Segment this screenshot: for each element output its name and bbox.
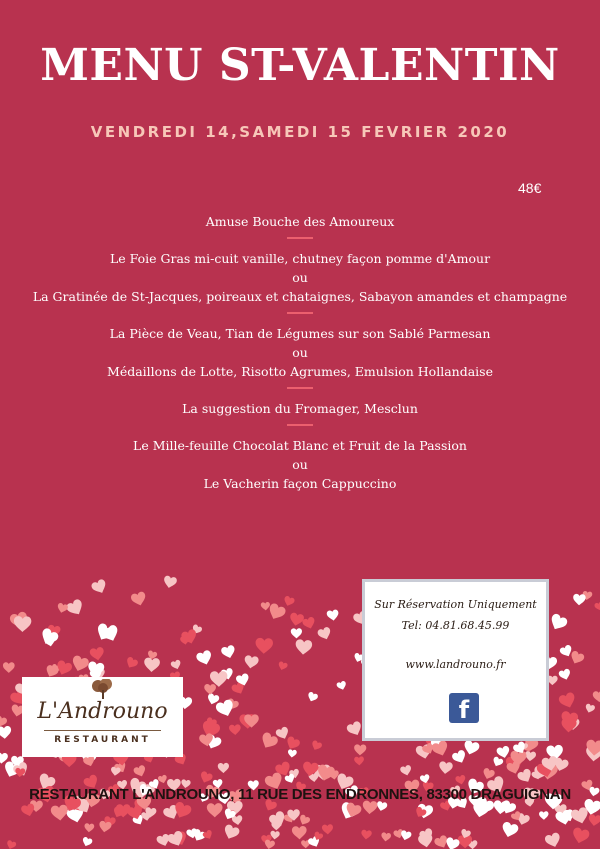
heart-shape (361, 830, 372, 840)
heart-shape (124, 656, 139, 670)
heart-shape (298, 814, 311, 827)
course-separator (287, 237, 313, 239)
menu-item-main-or: ou (292, 345, 308, 360)
heart-shape (544, 832, 562, 849)
heart-shape (81, 836, 93, 847)
heart-shape (291, 628, 302, 638)
logo-name: L'Androuno (37, 699, 168, 724)
heart-shape (220, 644, 236, 659)
heart-shape (243, 655, 259, 670)
heart-shape (491, 756, 504, 768)
heart-shape (289, 612, 305, 627)
heart-shape (588, 814, 600, 827)
heart-shape (336, 680, 347, 691)
heart-shape (284, 735, 301, 751)
heart-shape (539, 811, 549, 820)
heart-shape (283, 595, 296, 607)
heart-shape (516, 768, 534, 786)
course-separator (287, 424, 313, 426)
heart-shape (199, 770, 214, 784)
heart-shape (354, 756, 364, 765)
menu-item-main-1: La Pièce de Veau, Tian de Légumes sur son Sablé Parmesan (109, 326, 491, 341)
heart-shape (6, 840, 17, 849)
heart-shape (548, 612, 569, 632)
heart-shape (229, 724, 241, 735)
heart-shape (295, 639, 313, 655)
heart-shape (202, 829, 214, 841)
course-separator (287, 387, 313, 389)
heart-shape (481, 767, 495, 780)
heart-shape (292, 826, 307, 840)
heart-shape (306, 691, 318, 703)
menu-item-starter-2: La Gratinée de St-Jacques, poireaux et chataignes, Sabayon amandes et champagne (32, 289, 568, 304)
heart-shape (70, 655, 90, 674)
menu-list (0, 212, 600, 493)
heart-shape (558, 668, 572, 681)
heart-shape (400, 765, 413, 777)
menu-item-cheese: La suggestion du Fromager, Mesclun (182, 401, 418, 416)
heart-shape (144, 657, 161, 672)
tree-icon (90, 679, 116, 699)
heart-shape (354, 744, 367, 755)
heart-shape (130, 591, 147, 607)
website-link[interactable]: www.landrouno.fr (405, 658, 506, 671)
heart-shape (56, 602, 68, 614)
heart-shape (170, 659, 182, 671)
heart-shape (438, 761, 453, 775)
heart-shape (3, 662, 15, 673)
heart-shape (157, 774, 168, 784)
heart-shape (222, 823, 241, 841)
heart-shape (15, 768, 26, 778)
heart-shape (277, 661, 288, 671)
heart-shape (65, 598, 86, 618)
menu-item-starter-or: ou (292, 270, 308, 285)
reservation-note: Sur Réservation Uniquement (374, 598, 537, 611)
restaurant-logo (22, 677, 183, 757)
heart-shape (0, 726, 12, 740)
heart-shape (451, 749, 468, 765)
heart-shape (90, 578, 108, 596)
heart-shape (133, 764, 148, 778)
heart-shape (110, 766, 121, 776)
heart-shape (571, 827, 591, 845)
footer-address: RESTAURANT L'ANDROUNO, 11 RUE DES ENDRONNES, 83300 DRAGUIGNAN (29, 786, 571, 803)
menu-item-starter-1: Le Foie Gras mi-cuit vanille, chutney façon pomme d'Amour (109, 251, 491, 266)
heart-shape (218, 763, 229, 773)
heart-shape (594, 601, 600, 611)
heart-shape (261, 602, 271, 611)
heart-shape (98, 820, 112, 833)
heart-shape (558, 691, 578, 710)
heart-shape (84, 823, 94, 833)
heart-shape (89, 647, 105, 662)
menu-item-dessert-2: Le Vacherin façon Cappuccino (203, 476, 397, 491)
heart-shape (322, 824, 334, 835)
heart-shape (255, 638, 273, 655)
heart-shape (141, 811, 152, 821)
heart-shape (287, 749, 297, 758)
heart-shape (381, 832, 392, 842)
page-title: MENU ST-VALENTIN (40, 40, 560, 91)
heart-shape (50, 804, 68, 821)
heart-shape (310, 740, 323, 752)
heart-shape (207, 803, 223, 817)
menu-price: 48€ (518, 180, 542, 196)
menu-item-main-2: Médaillons de Lotte, Risotto Agrumes, Emulsion Hollandaise (107, 364, 493, 379)
menu-item-amuse-bouche: Amuse Bouche des Amoureux (205, 214, 395, 229)
heart-shape (569, 650, 586, 666)
menu-item-dessert-or: ou (292, 457, 308, 472)
heart-shape (326, 609, 339, 621)
logo-subtitle: RESTAURANT (54, 735, 151, 745)
heart-shape (584, 703, 595, 714)
logo-divider (44, 730, 161, 731)
heart-shape (573, 594, 586, 606)
menu-item-dessert-1: Le Mille-feuille Chocolat Blanc et Fruit de la Passion (133, 438, 467, 453)
heart-shape (317, 626, 333, 641)
heart-shape (455, 774, 467, 785)
heart-shape (162, 575, 177, 589)
course-separator (287, 312, 313, 314)
heart-shape (204, 684, 216, 695)
heart-shape (500, 821, 519, 839)
event-dates: VENDREDI 14,SAMEDI 15 FEVRIER 2020 (90, 123, 510, 141)
heart-shape (195, 649, 213, 667)
heart-shape (593, 691, 600, 703)
phone-number[interactable]: Tel: 04.81.68.45.99 (401, 619, 510, 632)
facebook-icon[interactable]: f (449, 693, 479, 723)
